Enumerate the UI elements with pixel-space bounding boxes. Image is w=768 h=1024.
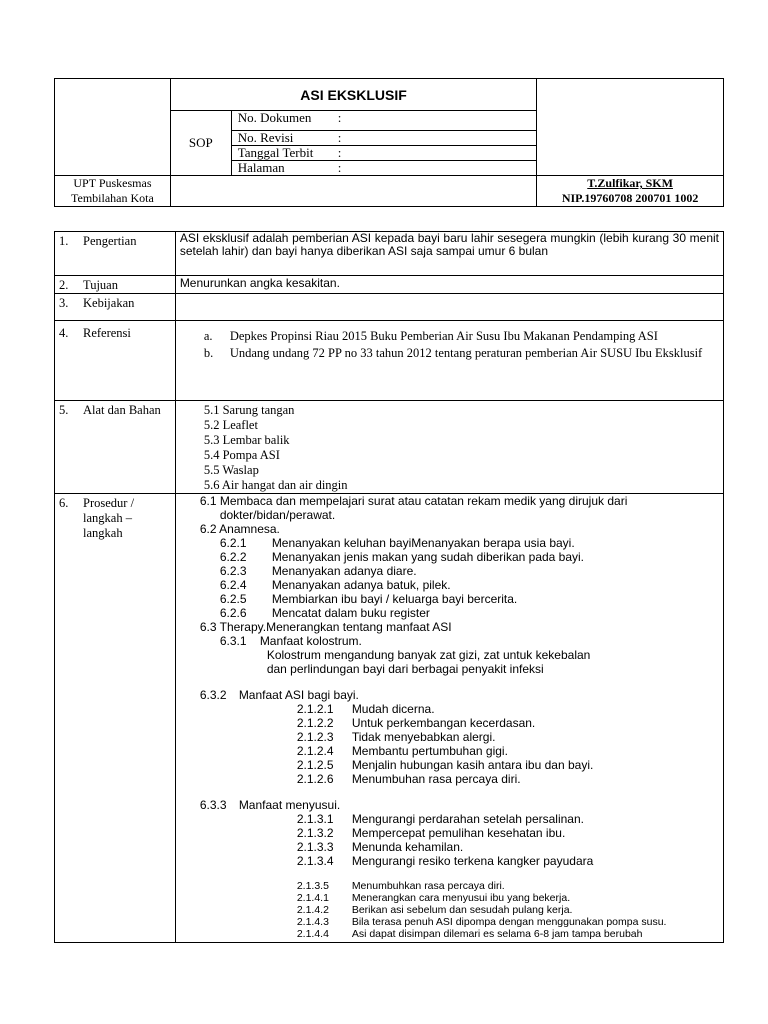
tujuan-text: Menurunkan angka kesakitan. [175, 276, 723, 294]
label-pengertian: Pengertian [83, 234, 137, 248]
ibu-bekerja-item: 2.1.4.3 Bila terasa penuh ASI dipompa dengan menggunakan pompa susu. [296, 916, 667, 928]
sop-body-table [54, 231, 724, 943]
manfaat-bayi-item: 2.1.2.3 Tidak menyebabkan alergi. [296, 730, 496, 744]
prosedur-6-2: 6.2 Anamnesa. [199, 522, 280, 536]
referensi-item: a. Depkes Propinsi Riau 2015 Buku Pemberian Air Susu Ibu Makanan Pendamping ASI [203, 329, 658, 343]
manfaat-bayi-item: 2.1.2.2 Untuk perkembangan kecerdasan. [296, 716, 536, 730]
kolostrum-line-1: Kolostrum mengandung banyak zat gizi, zat untuk kekebalan [266, 648, 591, 662]
prosedur-6-1: 6.1 Membaca dan mempelajari surat atau catatan rekam medik yang dirujuk dari [199, 494, 628, 508]
row-kebijakan: 3. Kebijakan [55, 294, 724, 321]
logo-cell-right [537, 79, 724, 176]
manfaat-menyusui-item: 2.1.3.2 Mempercepat pemulihan kesehatan ibu. [296, 826, 566, 840]
manfaat-bayi-item: 2.1.2.1 Mudah dicerna. [296, 702, 435, 716]
row-prosedur: 6. Prosedur / langkah – langkah 6.1 Membaca dan mempelajari surat atau catatan rekam medik yang dirujuk dari dokter/bidan/perawat. 6.2 Anamnesa. 6.2.1 Menanyakan keluhan bayiMenanyakan berapa usia bayi. 6.2.2 Menanyakan jenis makan yang sudah diberikan pada bayi. 6.2.3 Menanyakan adanya diare. 6.2.4 Menanyakan adanya batuk, pilek. 6.2.5 Membiarkan ibu bayi / keluarga bayi bercerita. 6.2.6 Mencatat dalam buku register 6.3 Therapy.Menerangkan tentang manfaat ASI 6.3.1 Manfaat kolostrum. Kolostrum mengandung banyak zat gizi, zat untuk kekebalan dan perlindungan bayi dari berbagai penyakit infeksi 6.3.2 Manfaat ASI bagi bayi. 2.1.2.1 Mudah dicerna. 2.1.2.2 Untuk perkembangan kecerdasan. 2.1.2.3 Tidak menyebabkan alergi. 2.1.2.4 Membantu pertumbuhan gigi. 2.1.2.5 Menjalin hubungan kasih antara ibu dan bayi. 2.1.2.6 Menumbuhan rasa percaya diri. 6.3.3 Manfaat menyusui. 2.1.3.1 Mengurangi perdarahan setelah persalinan. 2.1.3.2 Mempercepat pemulihan kesehatan ibu. 2.1.3.3 Menunda kehamilan. 2.1.3.4 Mengurangi resiko terkena kangker payudara 2.1.3.5 Menumbuhkan rasa percaya diri. 2.1.4.1 Menerangkan cara menyusui ibu yang bekerja. 2.1.4.2 Berikan asi sebelum dan sesudah pulang kerja. 2.1.4.3 Bila terasa penuh ASI dipompa dengan menggunakan pompa susu. 2.1.4.4 Asi dapat disimpan dilemari es selama 6-8 jam tampa berubah [55, 494, 724, 943]
sop-header-table [54, 78, 724, 207]
logo-cell-left [55, 79, 171, 176]
anamnesa-item: 6.2.4 Menanyakan adanya batuk, pilek. [219, 578, 451, 592]
prosedur-6-1-cont: dokter/bidan/perawat. [219, 508, 336, 522]
row-tujuan: 2. Tujuan Menurunkan angka kesakitan. [55, 276, 724, 294]
sop-label: SOP [170, 111, 231, 176]
meta-tanggal-terbit: Tanggal Terbit : [231, 146, 537, 161]
document-title: ASI EKSKLUSIF [170, 79, 536, 111]
ibu-bekerja-item: 2.1.3.5 Menumbuhkan rasa percaya diri. [296, 880, 505, 892]
alat-item: 5.2 Leaflet [203, 418, 258, 432]
kebijakan-text [175, 294, 723, 321]
ibu-bekerja-item: 2.1.4.4 Asi dapat disimpan dilemari es selama 6-8 jam tampa berubah [296, 928, 643, 940]
label-alat-bahan: Alat dan Bahan [83, 403, 161, 417]
prosedur-6-3-2: 6.3.2 Manfaat ASI bagi bayi. [199, 688, 359, 702]
manfaat-bayi-item: 2.1.2.5 Menjalin hubungan kasih antara ibu dan bayi. [296, 758, 594, 772]
signer-nip: NIP.19760708 200701 1002 [561, 191, 699, 205]
institution-line-2: Tembilahan Kota [71, 191, 154, 205]
ibu-bekerja-item: 2.1.4.1 Menerangkan cara menyusui ibu yang bekerja. [296, 892, 571, 904]
label-referensi: Referensi [83, 326, 131, 340]
manfaat-bayi-item: 2.1.2.6 Menumbuhan rasa percaya diri. [296, 772, 521, 786]
prosedur-6-3-3: 6.3.3 Manfaat menyusui. [199, 798, 341, 812]
blank-cell [170, 176, 536, 207]
kolostrum-line-2: dan perlindungan bayi dari berbagai penyakit infeksi [266, 662, 544, 676]
pengertian-text: ASI eksklusif adalah pemberian ASI kepada bayi baru lahir sesegera mungkin (lebih kurang 30 menit setelah lahir) dan bayi hanya diberikan ASI saja sampai umur 6 bulan [179, 231, 719, 258]
alat-item: 5.4 Pompa ASI [203, 448, 280, 462]
anamnesa-item: 6.2.3 Menanyakan adanya diare. [219, 564, 417, 578]
alat-item: 5.3 Lembar balik [203, 433, 290, 447]
anamnesa-item: 6.2.1 Menanyakan keluhan bayiMenanyakan berapa usia bayi. [219, 536, 575, 550]
label-prosedur: Prosedur / langkah – langkah [83, 496, 135, 540]
manfaat-menyusui-item: 2.1.3.4 Mengurangi resiko terkena kangker payudara [296, 854, 594, 868]
alat-item: 5.6 Air hangat dan air dingin [203, 478, 348, 492]
signature-block [537, 176, 724, 207]
prosedur-6-3: 6.3 Therapy.Menerangkan tentang manfaat ASI [199, 620, 452, 634]
meta-no-dokumen: No. Dokumen : [231, 111, 537, 131]
label-tujuan: Tujuan [83, 278, 118, 292]
meta-no-revisi: No. Revisi : [231, 131, 537, 146]
anamnesa-item: 6.2.5 Membiarkan ibu bayi / keluarga bayi bercerita. [219, 592, 518, 606]
prosedur-6-3-1: 6.3.1 Manfaat kolostrum. [219, 634, 362, 648]
meta-halaman: Halaman : [231, 161, 537, 176]
manfaat-menyusui-item: 2.1.3.3 Menunda kehamilan. [296, 840, 464, 854]
institution-line-1: UPT Puskesmas [73, 176, 152, 190]
referensi-item: b. Undang undang 72 PP no 33 tahun 2012 tentang peraturan pemberian Air SUSU Ibu Eksklusif [203, 346, 703, 360]
ibu-bekerja-item: 2.1.4.2 Berikan asi sebelum dan sesudah pulang kerja. [296, 904, 573, 916]
alat-item: 5.5 Waslap [203, 463, 259, 477]
institution-name [55, 176, 171, 207]
manfaat-bayi-item: 2.1.2.4 Membantu pertumbuhan gigi. [296, 744, 508, 758]
label-kebijakan: Kebijakan [83, 296, 135, 310]
row-pengertian: 1. Pengertian ASI eksklusif adalah pemberian ASI kepada bayi baru lahir sesegera mungkin (lebih kurang 30 menit setelah lahir) dan bayi hanya diberikan ASI saja sampai umur 6 bulan [55, 232, 724, 276]
row-alat-bahan: 5. Alat dan Bahan 5.1 Sarung tangan 5.2 Leaflet 5.3 Lembar balik 5.4 Pompa ASI 5.5 Waslap 5.6 Air hangat dan air dingin [55, 401, 724, 494]
anamnesa-item: 6.2.6 Mencatat dalam buku register [219, 606, 430, 620]
anamnesa-item: 6.2.2 Menanyakan jenis makan yang sudah diberikan pada bayi. [219, 550, 585, 564]
row-referensi: 4. Referensi a. Depkes Propinsi Riau 2015 Buku Pemberian Air Susu Ibu Makanan Pendamping ASI b. Undang undang 72 PP no 33 tahun 2012 tentang peraturan pemberian Air SUSU Ibu Eksklusif [55, 321, 724, 401]
alat-item: 5.1 Sarung tangan [203, 403, 295, 417]
signer-name: T.Zulfikar, SKM [587, 176, 673, 190]
manfaat-menyusui-item: 2.1.3.1 Mengurangi perdarahan setelah persalinan. [296, 812, 584, 826]
